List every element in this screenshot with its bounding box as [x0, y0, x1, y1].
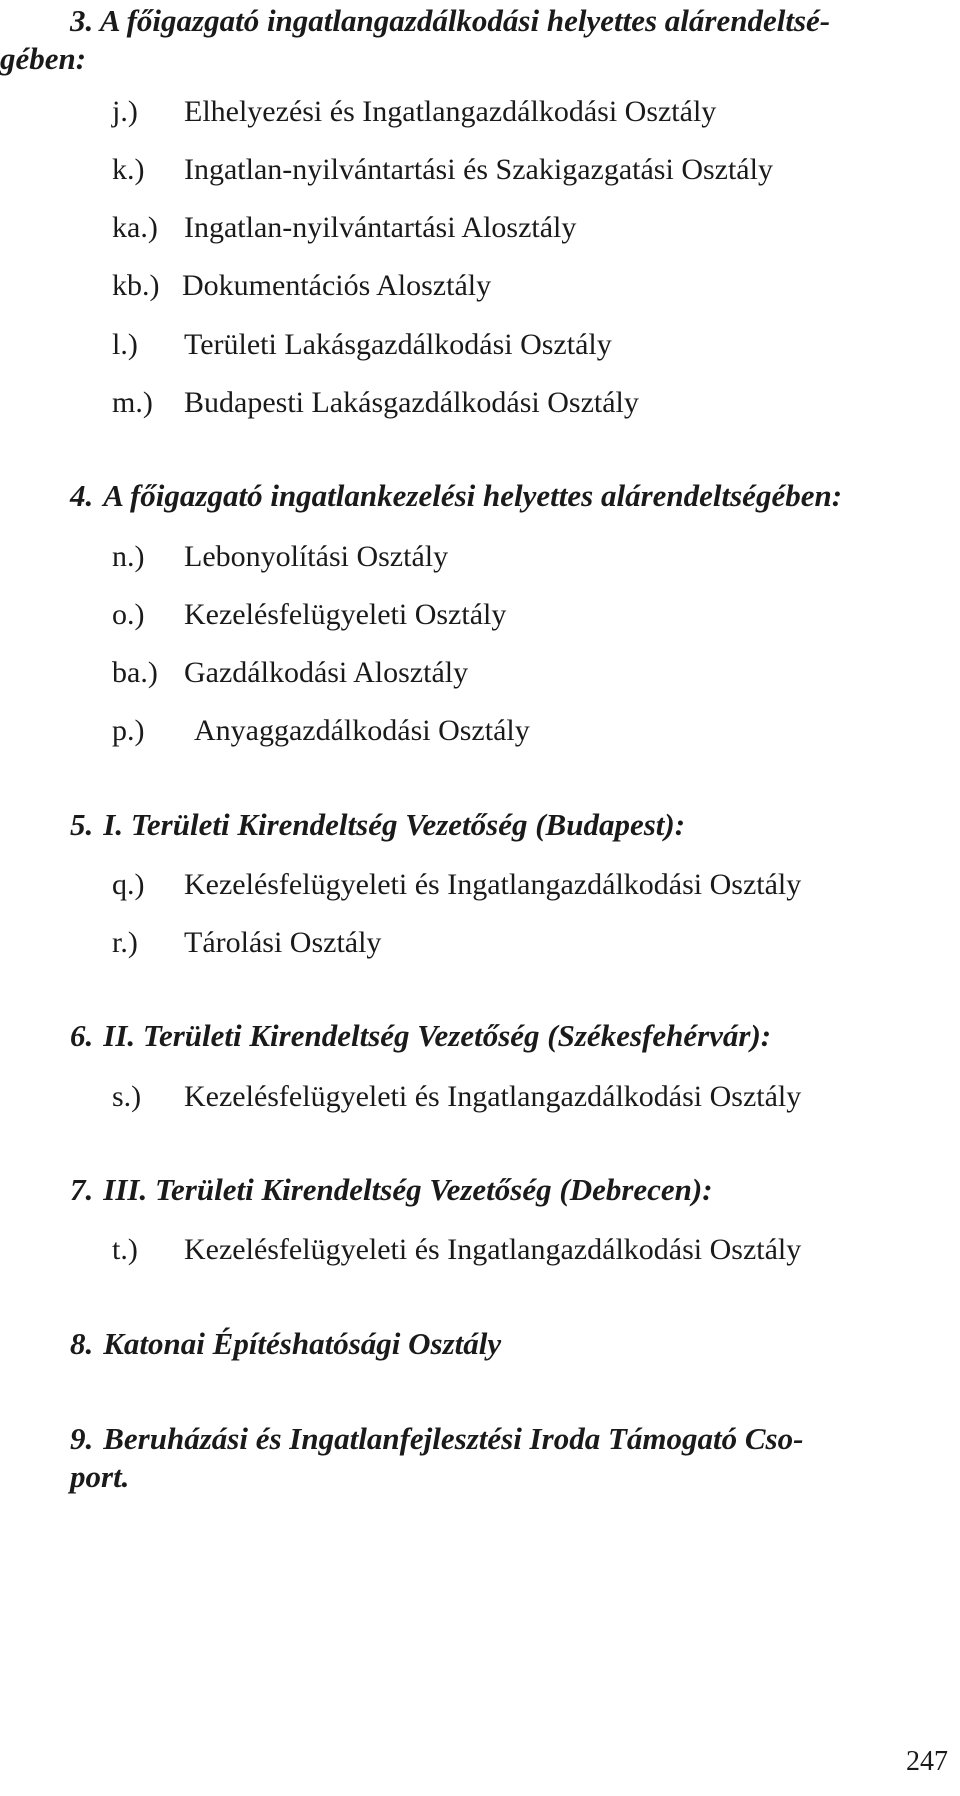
list-item: [112, 655, 952, 691]
section-number: 5.: [70, 807, 94, 842]
section-7-heading: [70, 1171, 950, 1209]
section-number: 6.: [70, 1018, 94, 1053]
section-5-heading: [70, 806, 950, 844]
item-mark: j.): [112, 95, 138, 128]
item-mark: o.): [112, 598, 145, 631]
section-number: 9.: [70, 1421, 94, 1456]
section-title-continuation: gében:: [0, 41, 87, 76]
section-6-heading: [70, 1017, 950, 1055]
item-text: Kezelésfelügyeleti Osztály: [184, 598, 507, 631]
list-item: [112, 94, 952, 130]
list-item: [112, 713, 952, 749]
item-text: Ingatlan-nyilvántartási és Szakigazgatási Osztály: [184, 153, 773, 186]
item-text: Kezelésfelügyeleti és Ingatlangazdálkodási Osztály: [184, 1233, 802, 1266]
item-mark: k.): [112, 153, 145, 186]
list-item: [112, 539, 952, 575]
section-number: 4.: [70, 478, 94, 513]
section-title: II. Területi Kirendeltség Vezetőség (Székesfehérvár):: [103, 1018, 772, 1053]
list-item: [112, 327, 952, 363]
item-text: Tárolási Osztály: [184, 926, 382, 959]
section-title: A főigazgató ingatlankezelési helyettes alárendeltségében:: [103, 478, 843, 513]
section-title: Katonai Építéshatósági Osztály: [103, 1326, 502, 1361]
item-text: Budapesti Lakásgazdálkodási Osztály: [184, 386, 639, 419]
item-mark: l.): [112, 328, 138, 361]
section-title: I. Területi Kirendeltség Vezetőség (Budapest):: [103, 807, 686, 842]
list-item: [112, 1232, 952, 1268]
list-item: [112, 925, 952, 961]
section-4-heading: [70, 477, 950, 515]
section-9-heading: [70, 1420, 950, 1496]
item-mark: n.): [112, 540, 145, 573]
list-item: [112, 210, 952, 246]
section-title-continuation: port.: [70, 1459, 130, 1494]
item-text: Lebonyolítási Osztály: [184, 540, 449, 573]
item-mark: ba.): [112, 656, 158, 689]
section-number: 3.: [70, 3, 94, 38]
item-mark: t.): [112, 1233, 138, 1266]
section-number: 7.: [70, 1172, 94, 1207]
list-item: [112, 268, 952, 304]
list-item: [112, 385, 952, 421]
item-mark: r.): [112, 926, 138, 959]
item-text: Kezelésfelügyeleti és Ingatlangazdálkodási Osztály: [184, 868, 802, 901]
item-mark: m.): [112, 386, 153, 419]
section-3-heading: [0, 2, 955, 78]
item-mark: q.): [112, 868, 145, 901]
section-title: Beruházási és Ingatlanfejlesztési Iroda Támogató Cso-: [103, 1421, 804, 1456]
list-item: [112, 597, 952, 633]
item-mark: s.): [112, 1080, 142, 1113]
list-item: [112, 152, 952, 188]
section-title: III. Területi Kirendeltség Vezetőség (Debrecen):: [103, 1172, 713, 1207]
section-8-heading: [70, 1325, 950, 1363]
item-text: Ingatlan-nyilvántartási Alosztály: [184, 211, 577, 244]
item-text: Kezelésfelügyeleti és Ingatlangazdálkodási Osztály: [184, 1080, 802, 1113]
page-number: 247: [906, 1746, 948, 1777]
item-text: Gazdálkodási Alosztály: [184, 656, 469, 689]
list-item: [112, 867, 952, 903]
item-mark: kb.): [112, 269, 160, 302]
section-number: 8.: [70, 1326, 94, 1361]
item-text: Elhelyezési és Ingatlangazdálkodási Osztály: [184, 95, 717, 128]
section-title: A főigazgató ingatlangazdálkodási helyettes alárendeltsé-: [99, 3, 831, 38]
item-mark: ka.): [112, 211, 158, 244]
item-text: Dokumentációs Alosztály: [182, 269, 492, 302]
item-mark: p.): [112, 714, 145, 747]
list-item: [112, 1079, 952, 1115]
item-text: Anyaggazdálkodási Osztály: [194, 714, 530, 747]
item-text: Területi Lakásgazdálkodási Osztály: [184, 328, 612, 361]
